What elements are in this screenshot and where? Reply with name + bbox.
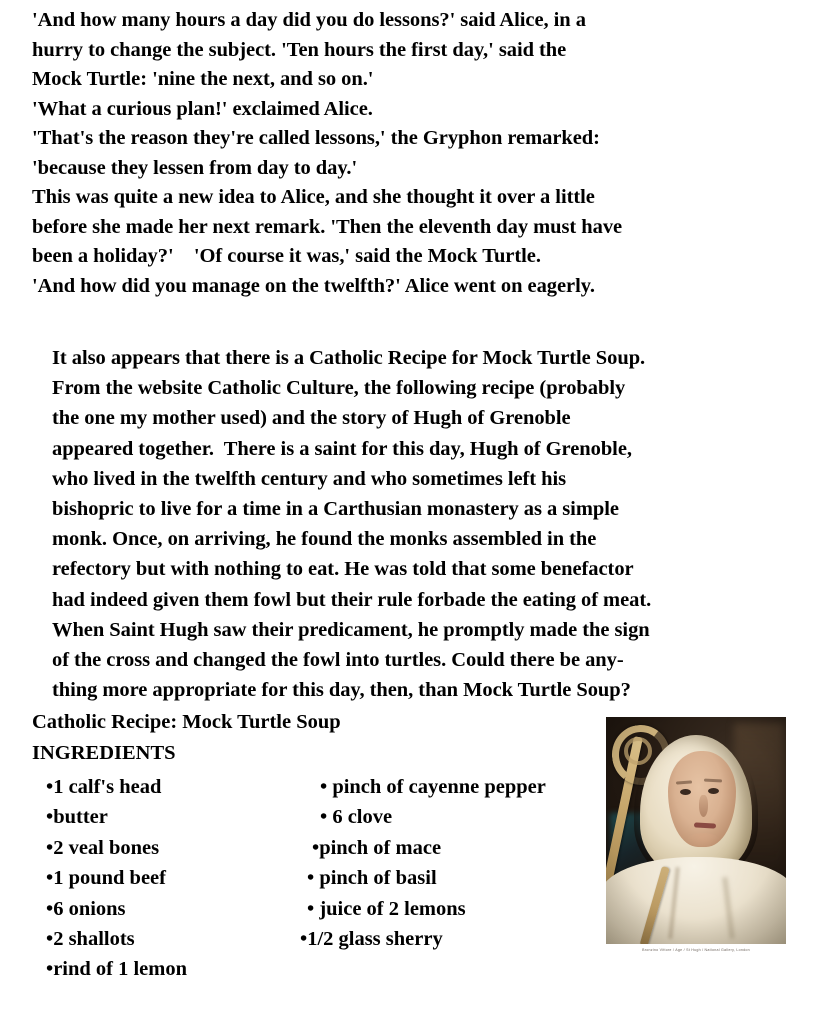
ingredients-column-right [298, 772, 598, 954]
list-item-label: pinch of mace [319, 836, 442, 859]
bullet-icon: • [46, 958, 54, 981]
bullet-icon: • [300, 928, 308, 951]
dialogue-line: 'And how many hours a day did you do lessons?' said Alice, in a [32, 9, 586, 31]
eye-right [708, 788, 719, 794]
nose [699, 795, 708, 817]
mouth [694, 822, 716, 828]
narrative-line: It also appears that there is a Catholic Recipe for Mock Turtle Soup. [52, 347, 646, 369]
narrative-line: thing more appropriate for this day, then, than Mock Turtle Soup? [52, 679, 631, 702]
dialogue-line: Mock Turtle: 'nine the next, and so on.' [32, 68, 374, 90]
list-item [46, 772, 296, 802]
list-item [300, 924, 598, 954]
list-item [46, 954, 296, 984]
bullet-icon: • [307, 867, 315, 890]
list-item-label: 2 veal bones [53, 836, 160, 859]
narrative-line: who lived in the twelfth century and who sometimes left his [52, 467, 567, 490]
catholic-recipe-narrative-block [52, 343, 812, 705]
bullet-icon: • [46, 867, 54, 890]
eye-left [680, 789, 691, 795]
narrative-line: appeared together. There is a saint for this day, Hugh of Grenoble, [52, 437, 632, 460]
dialogue-line: 'That's the reason they're called lessons,' the Gryphon remarked: [32, 127, 600, 149]
dialogue-line: 'And how did you manage on the twelfth?' Alice went on eagerly. [32, 274, 595, 297]
list-item-label: 2 shallots [53, 928, 135, 951]
narrative-line: refectory but with nothing to eat. He was told that some benefactor [52, 558, 634, 581]
narrative-line: the one my mother used) and the story of Hugh of Grenoble [52, 407, 571, 430]
list-item-label: pinch of cayenne pepper [327, 776, 546, 798]
saint-hugh-portrait-figure [606, 717, 786, 955]
list-item-label: 6 onions [53, 897, 126, 920]
bullet-icon: • [320, 806, 328, 829]
dialogue-line: 'because they lessen from day to day.' [32, 156, 358, 179]
ingredients-heading: INGREDIENTS [32, 742, 176, 764]
bullet-icon: • [312, 836, 320, 859]
bullet-icon: • [46, 897, 54, 920]
dialogue-line: before she made her next remark. 'Then the eleventh day must have [32, 215, 623, 238]
list-item [312, 833, 598, 863]
list-item [46, 924, 296, 954]
list-item-label: 1 calf's head [53, 776, 162, 798]
dialogue-line: been a holiday?' 'Of course it was,' said the Mock Turtle. [32, 245, 541, 267]
list-item-label: 1/2 glass sherry [307, 928, 443, 951]
chin [686, 833, 720, 849]
list-item-label: 1 pound beef [53, 867, 166, 890]
bullet-icon: • [320, 776, 328, 798]
bullet-icon: • [46, 928, 54, 951]
narrative-line: monk. Once, on arriving, he found the monks assembled in the [52, 528, 597, 551]
dialogue-line: hurry to change the subject. 'Ten hours the first day,' said the [32, 38, 567, 61]
list-item [46, 802, 296, 832]
recipe-title: Catholic Recipe: Mock Turtle Soup [32, 711, 341, 733]
bullet-icon: • [46, 836, 54, 859]
list-item [320, 772, 598, 802]
dialogue-line: 'What a curious plan!' exclaimed Alice. [32, 97, 373, 120]
list-item [320, 802, 598, 832]
saint-hugh-portrait-image [606, 717, 786, 944]
dialogue-line: This was quite a new idea to Alice, and she thought it over a little [32, 186, 595, 208]
narrative-line: bishopric to live for a time in a Carthusian monastery as a simple [52, 498, 619, 521]
list-item [46, 894, 296, 924]
list-item-label: juice of 2 lemons [314, 897, 466, 920]
list-item [307, 863, 598, 893]
list-item [46, 833, 296, 863]
ingredients-column-left [46, 772, 296, 985]
list-item-label: pinch of basil [314, 867, 437, 890]
bullet-icon: • [46, 776, 54, 798]
bullet-icon: • [46, 806, 54, 829]
narrative-line: When Saint Hugh saw their predicament, he promptly made the sign [52, 618, 650, 641]
list-item-label: 6 clove [327, 806, 393, 829]
bullet-icon: • [307, 897, 315, 920]
list-item [307, 894, 598, 924]
list-item-label: rind of 1 lemon [53, 958, 188, 981]
narrative-line: From the website Catholic Culture, the following recipe (probably [52, 377, 626, 400]
list-item [46, 863, 296, 893]
narrative-line: had indeed given them fowl but their rule forbade the eating of meat. [52, 588, 652, 611]
portrait-caption: Bronzino Vittore / Age / St Hugh / National Gallery, London [642, 948, 750, 952]
narrative-line: of the cross and changed the fowl into turtles. Could there be any- [52, 649, 624, 672]
list-item-label: butter [53, 806, 108, 829]
alice-dialogue-block [32, 6, 792, 301]
white-habit [606, 857, 786, 944]
